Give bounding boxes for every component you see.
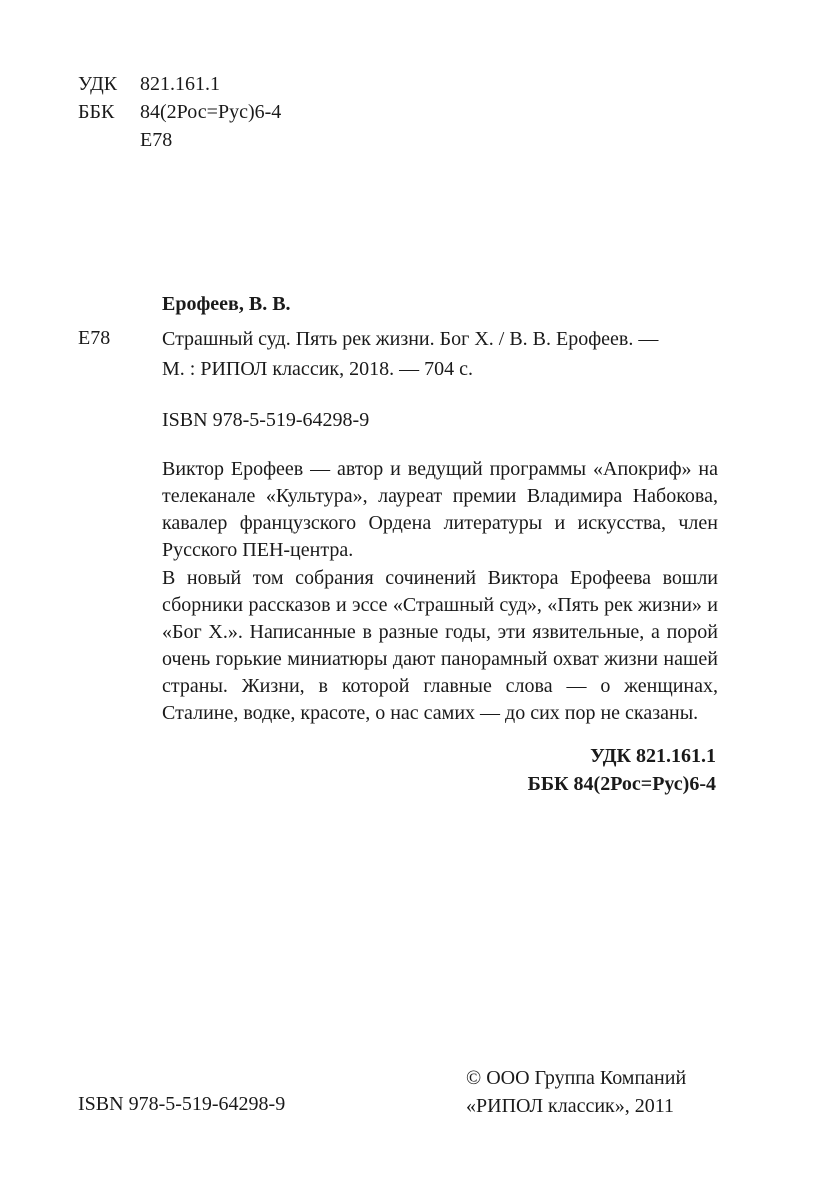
- cutter-label-spacer: [78, 126, 140, 154]
- annotation-paragraph-2: В новый том собрания сочинений Виктора Ерофеева вошли сборники рассказов и эссе «Страшный суд», «Пять рек жизни» и «Бог X.». Написанные в разные годы, эти язвительные, а порой очень горькие миниатюры дают панорамный охват жизни нашей страны. Жизни, в которой главные слова — о женщинах, Сталине, водке, красоте, о нас самих — до сих пор не сказаны.: [162, 567, 718, 724]
- isbn-footer: ISBN 978-5-519-64298-9: [78, 1093, 286, 1115]
- title-line-1: Страшный суд. Пять рек жизни. Бог X. / В. В. Ерофеев. —: [162, 328, 659, 350]
- udk-label: УДК: [78, 73, 118, 95]
- cutter-code: Е78: [78, 327, 111, 349]
- annotation: [162, 456, 718, 727]
- annotation-paragraph-1: Виктор Ерофеев — автор и ведущий программы «Апокриф» на телеканале «Культура», лауреат премии Владимира Набокова, кавалер французского Ордена литературы и искусства, член Русского ПЕН-центра.: [162, 458, 718, 561]
- copyright-line-2: «РИПОЛ классик», 2011: [466, 1095, 675, 1117]
- isbn-entry: ISBN 978-5-519-64298-9: [162, 409, 370, 431]
- bottom-bbk: ББК 84(2Рос=Рус)6-4: [527, 773, 716, 795]
- udk-value: 821.161.1: [140, 73, 220, 95]
- bbk-label: ББК: [78, 101, 115, 123]
- author-heading: Ерофеев, В. В.: [162, 293, 291, 315]
- title-line-2: М. : РИПОЛ классик, 2018. — 704 с.: [162, 358, 473, 380]
- bbk-row: [78, 98, 281, 126]
- cutter-row: [78, 126, 281, 154]
- bibliographic-entry: [162, 324, 718, 384]
- bottom-classification-codes: [528, 742, 716, 798]
- classification-codes: [78, 70, 281, 154]
- copyright-notice: [466, 1064, 686, 1120]
- bbk-value: 84(2Рос=Рус)6-4: [140, 101, 282, 123]
- cutter-code-top: Е78: [140, 129, 173, 151]
- udk-row: [78, 70, 281, 98]
- copyright-line-1: © ООО Группа Компаний: [466, 1067, 687, 1089]
- bottom-udk: УДК 821.161.1: [590, 745, 716, 767]
